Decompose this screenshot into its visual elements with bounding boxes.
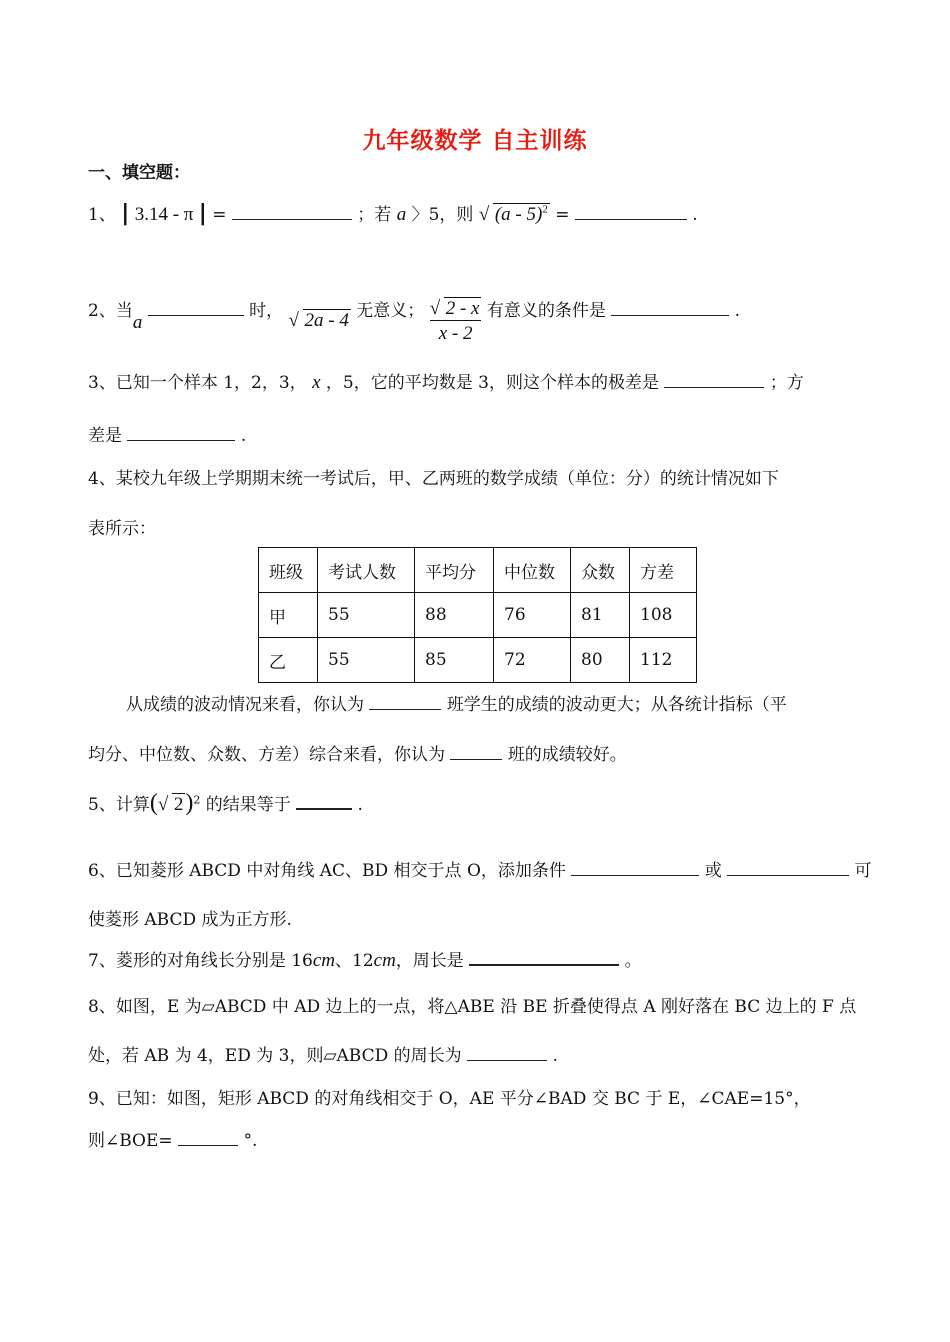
question-9-line-1: 9、已知：如图，矩形 ABCD 的对角线相交于 O，AE 平分∠BAD 交 BC 于 E，∠CAE=15°， [88,1089,811,1109]
q2-end: . [734,301,741,321]
q3-blank-2[interactable] [127,424,235,441]
table-header-cell: 方差 [630,548,697,593]
q9-degree: °. [243,1131,258,1151]
sqrt-sign-icon: √ [429,298,441,319]
question-9-line-2 [88,1126,257,1151]
q6-text-pre: 6、已知菱形 ABCD 中对角线 AC、BD 相交于点 O，添加条件 [88,861,566,881]
q8-blank[interactable] [467,1044,547,1061]
table-cell: 72 [494,638,571,683]
q4-after-text-2b: 班的成绩较好。 [507,745,627,765]
q1-number: 1、 [88,205,116,225]
q7-end: 。 [624,951,642,971]
q5-end: . [357,795,363,815]
question-5 [88,790,363,817]
q3-text-post: ，5，它的平均数是 3，则这个样本的极差是 [325,373,659,393]
q1-sqrt-expression: (a - 5) [494,204,543,225]
question-7 [88,946,642,972]
q8-text: 处，若 AB 为 4，ED 为 3，则▱ABCD 的周长为 [88,1046,462,1066]
q4-after-text-1b: 班学生的成绩的波动更大；从各统计指标（平 [446,695,787,715]
question-1 [88,200,698,226]
table-header-row [259,548,697,593]
question-8-line-1: 8、如图，E 为▱ABCD 中 AD 边上的一点，将△ABE 沿 BE 折叠使得点 A 刚好落在 BC 边上的 F 点 [88,997,857,1017]
q1-blank-2[interactable] [575,203,687,220]
q5-blank[interactable] [296,792,352,810]
q2-text-condition: 有意义的条件是 [486,301,606,321]
question-4-after-line-2 [88,740,627,765]
q7-unit-1: cm [312,950,336,971]
sqrt-sign-icon: √ [478,204,490,225]
q1-equals: = [212,205,227,225]
table-cell: 81 [571,593,630,638]
sqrt-sign-icon: √ [288,310,299,331]
sqrt-sign-icon: √ [157,794,169,815]
q2-variable-a: a [132,312,143,333]
q1-sqrt [479,204,550,226]
q4-after-text-2a: 均分、中位数、众数、方差）综合来看，你认为 [88,745,445,765]
q5-sqrt [158,794,186,816]
table-cell: 80 [571,638,630,683]
q7-blank[interactable] [469,948,619,966]
table-header-cell: 中位数 [494,548,571,593]
q3-variable-x: x [312,372,321,393]
q6-text-ke: 可 [854,861,872,881]
question-4-line-1: 4、某校九年级上学期期末统一考试后，甲、乙两班的数学成绩（单位：分）的统计情况如下 [88,469,779,489]
q6-blank-1[interactable] [571,859,699,876]
q2-fraction-denominator: x - 2 [430,320,482,345]
table-cell: 108 [630,593,697,638]
table-cell: 85 [415,638,494,683]
question-3-line-2 [88,421,246,446]
q1-separator: ；若 [357,205,392,225]
q9-blank[interactable] [178,1129,238,1146]
q5-exponent: 2 [193,793,201,807]
question-4-after-line-1 [126,690,787,715]
q2-blank-2[interactable] [611,299,729,316]
question-6-line-2: 使菱形 ABCD 成为正方形. [88,910,292,930]
table-cell: 甲 [259,593,318,638]
q3-text-pre: 3、已知一个样本 1，2，3， [88,373,307,393]
q2-text-shi: 时， [249,301,284,321]
page-title: 九年级数学 自主训练 [362,128,588,154]
table-row [259,638,697,683]
question-3-line-1 [88,368,804,394]
q4-blank-1[interactable] [369,693,441,710]
q1-abs-expression: 3.14 - π [134,204,194,225]
q2-sqrt [289,310,351,332]
q2-fraction [430,298,482,345]
q3-blank-1[interactable] [664,371,764,388]
q3-text-semi: ；方 [769,373,804,393]
paren-right: ) [185,790,194,816]
q4-after-text-1a: 从成绩的波动情况来看，你认为 [126,695,364,715]
table-cell: 55 [318,638,415,683]
q7-unit-2: cm [373,950,396,971]
q3-end: . [240,426,247,446]
q1-variable-a: a [396,204,407,225]
q2-text-undefined: 无意义； [356,301,425,321]
table-cell: 76 [494,593,571,638]
table-row [259,593,697,638]
q5-sqrt-inner: 2 [173,794,184,815]
q1-end: . [692,205,698,225]
question-2 [88,288,741,344]
q6-blank-2[interactable] [727,859,849,876]
table-header-cell: 考试人数 [318,548,415,593]
section-heading: 一、填空题： [88,163,190,183]
q2-sqrt-expression: 2a - 4 [304,310,349,331]
stats-table [258,547,697,683]
q1-condition: 〉5，则 [411,205,474,225]
table-header-cell: 班级 [259,548,318,593]
table-cell: 55 [318,593,415,638]
q7-text-mid: 、12 [335,951,374,971]
table-cell: 乙 [259,638,318,683]
table-header-cell: 众数 [571,548,630,593]
abs-bar-left: | [121,201,130,226]
table-header-cell: 平均分 [415,548,494,593]
table-cell: 88 [415,593,494,638]
q9-text: 则∠BOE= [88,1131,173,1151]
q4-blank-2[interactable] [450,743,502,760]
q3-text-line2: 差是 [88,426,122,446]
q7-text-pre: 7、菱形的对角线长分别是 16 [88,951,313,971]
question-8-line-2 [88,1041,558,1066]
q2-blank-1[interactable] [148,299,244,316]
q8-end: . [552,1046,558,1066]
q2-fraction-numerator: √ 2 - x [429,298,480,319]
q5-text-post: 的结果等于 [205,795,291,815]
paren-left: ( [149,790,158,816]
abs-bar-right: | [198,201,207,226]
q5-text-pre: 5、计算 [88,795,150,815]
q1-equals-2: = [555,205,570,225]
q2-number: 2、当 [88,301,133,321]
question-6-line-1 [88,856,872,881]
table-cell: 112 [630,638,697,683]
q6-text-or: 或 [704,861,722,881]
q1-blank-1[interactable] [232,203,352,220]
q7-text-post: ，周长是 [395,951,464,971]
q1-exponent: 2 [542,203,548,216]
question-4-line-2: 表所示： [88,519,156,539]
